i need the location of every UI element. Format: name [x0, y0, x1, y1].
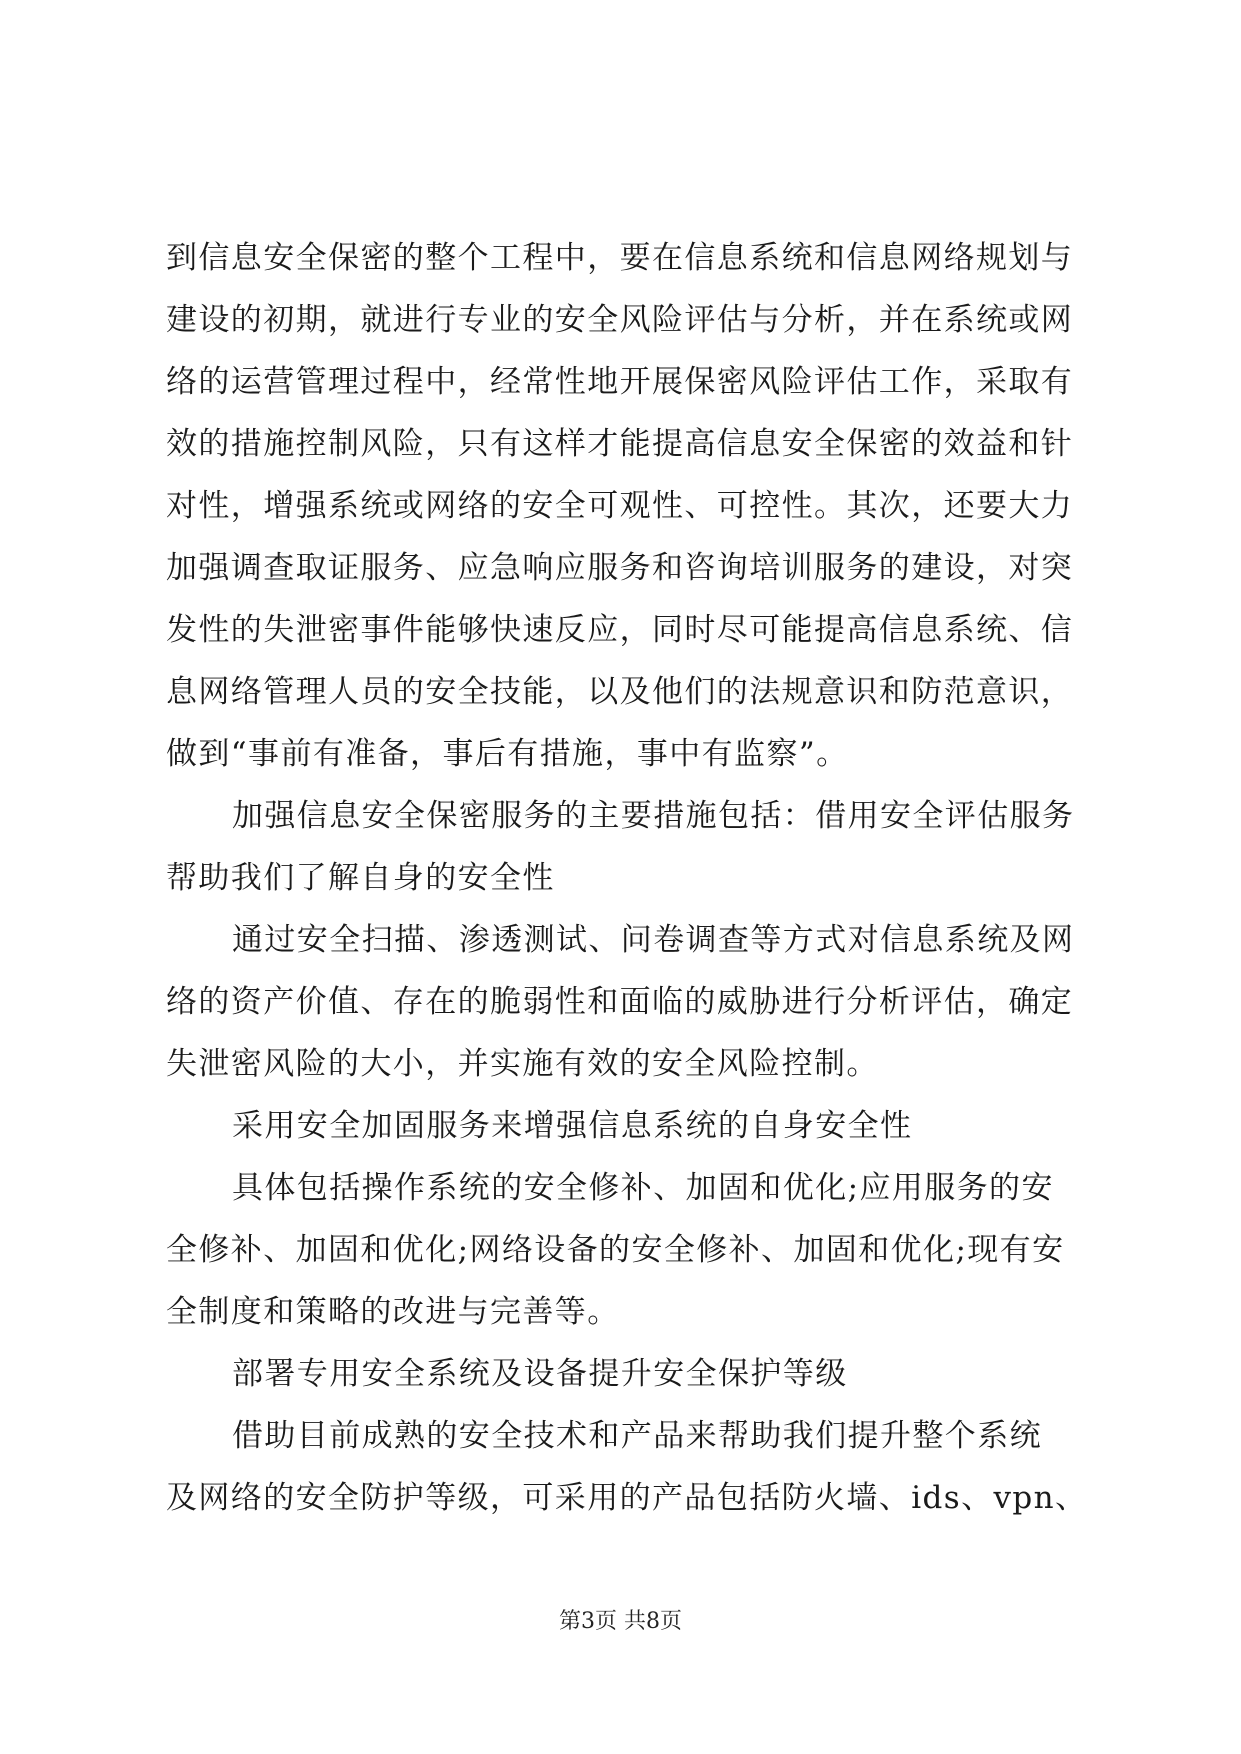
- text-line: 加强调查取证服务、应急响应服务和咨询培训服务的建设，对突: [166, 550, 1074, 586]
- page-number-footer: 第3页 共8页: [559, 1609, 682, 1634]
- text-line: 对性，增强系统或网络的安全可观性、可控性。其次，还要大力: [166, 488, 1074, 524]
- text-line: 息网络管理人员的安全技能，以及他们的法规意识和防范意识，: [166, 674, 1074, 710]
- text-line: 帮助我们了解自身的安全性: [166, 860, 555, 896]
- text-line: 发性的失泄密事件能够快速反应，同时尽可能提高信息系统、信: [166, 612, 1074, 648]
- text-line: 效的措施控制风险，只有这样才能提高信息安全保密的效益和针: [166, 426, 1074, 462]
- text-line: 及网络的安全防护等级，可采用的产品包括防火墙、ids、vpn、: [166, 1480, 1088, 1516]
- paragraph-first-line: 通过安全扫描、渗透测试、问卷调查等方式对信息系统及网: [232, 922, 1075, 958]
- section-heading: 部署专用安全系统及设备提升安全保护等级: [232, 1356, 848, 1392]
- text-line: 络的运营管理过程中，经常性地开展保密风险评估工作，采取有: [166, 364, 1074, 400]
- paragraph-first-line: 加强信息安全保密服务的主要措施包括：借用安全评估服务: [232, 798, 1075, 834]
- text-line: 络的资产价值、存在的脆弱性和面临的威胁进行分析评估，确定: [166, 984, 1074, 1020]
- text-line: 失泄密风险的大小，并实施有效的安全风险控制。: [166, 1046, 879, 1082]
- paragraph-first-line: 具体包括操作系统的安全修补、加固和优化;应用服务的安: [232, 1170, 1054, 1206]
- text-line: 建设的初期，就进行专业的安全风险评估与分析，并在系统或网: [166, 302, 1074, 338]
- text-line: 做到“事前有准备，事后有措施，事中有监察”。: [166, 736, 849, 772]
- section-heading: 采用安全加固服务来增强信息系统的自身安全性: [232, 1108, 913, 1144]
- paragraph-first-line: 借助目前成熟的安全技术和产品来帮助我们提升整个系统: [232, 1418, 1042, 1454]
- text-line: 到信息安全保密的整个工程中，要在信息系统和信息网络规划与: [166, 240, 1074, 276]
- text-line: 全修补、加固和优化;网络设备的安全修补、加固和优化;现有安: [166, 1232, 1065, 1268]
- text-line: 全制度和策略的改进与完善等。: [166, 1294, 620, 1330]
